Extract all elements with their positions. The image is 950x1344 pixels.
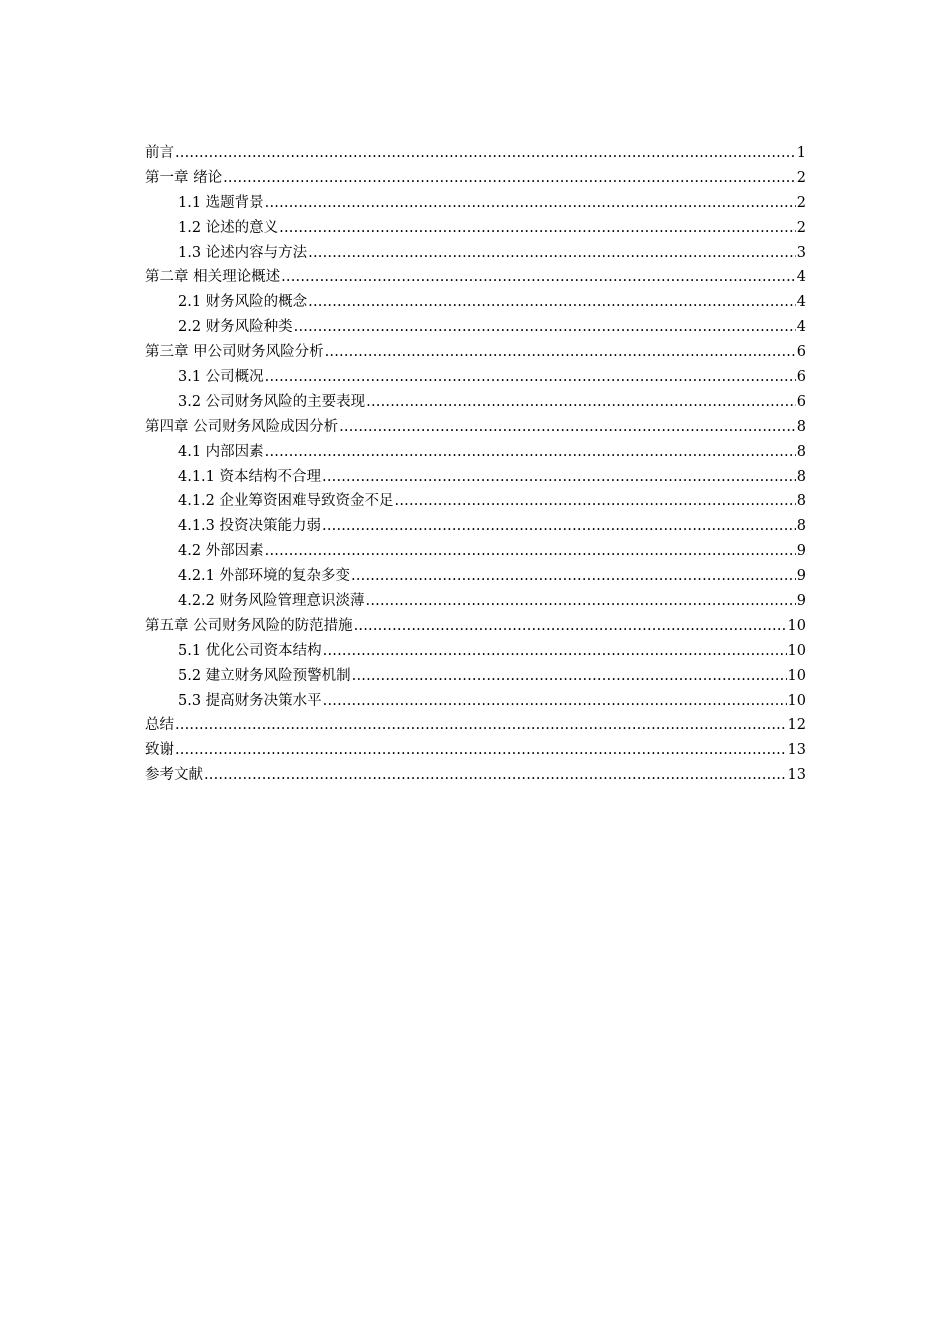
toc-section-entry[interactable] xyxy=(145,639,806,664)
toc-entry-page-number: 10 xyxy=(787,692,806,709)
toc-section-entry[interactable] xyxy=(145,216,806,241)
toc-section-entry[interactable] xyxy=(145,664,806,689)
toc-entry-title: 4.2.2 财务风险管理意识淡薄 xyxy=(178,593,365,610)
toc-section-entry[interactable] xyxy=(145,290,806,315)
toc-chapter-entry[interactable] xyxy=(145,738,806,763)
toc-entry-page-number: 1 xyxy=(796,145,806,161)
dot-leader xyxy=(265,191,796,216)
toc-entry-title: 第三章 甲公司财务风险分析 xyxy=(145,344,324,361)
dot-leader xyxy=(223,166,796,191)
toc-chapter-entry[interactable] xyxy=(145,415,806,440)
toc-section-entry[interactable] xyxy=(145,514,806,539)
toc-entry-title: 4.1 内部因素 xyxy=(178,443,264,460)
toc-chapter-entry[interactable] xyxy=(145,166,806,191)
toc-entry-page-number: 2 xyxy=(796,194,806,211)
dot-leader xyxy=(294,315,796,340)
toc-section-entry[interactable] xyxy=(145,315,806,340)
toc-entry-page-number: 2 xyxy=(796,219,806,236)
toc-entry-title: 参考文献 xyxy=(145,767,203,784)
toc-entry-page-number: 9 xyxy=(796,593,806,610)
toc-entry-title: 5.3 提高财务决策水平 xyxy=(178,692,322,709)
toc-entry-page-number: 10 xyxy=(787,617,806,634)
toc-entry-title: 第二章 相关理论概述 xyxy=(145,269,281,286)
dot-leader xyxy=(366,390,796,415)
toc-chapter-entry[interactable] xyxy=(145,614,806,639)
toc-entry-title: 2.1 财务风险的概念 xyxy=(178,294,308,311)
toc-entry-page-number: 12 xyxy=(787,717,806,734)
toc-entry-page-number: 10 xyxy=(787,642,806,659)
toc-entry-page-number: 10 xyxy=(787,667,806,684)
dot-leader xyxy=(366,589,796,614)
toc-entry-title: 第一章 绪论 xyxy=(145,169,223,186)
toc-entry-page-number: 2 xyxy=(796,169,806,186)
dot-leader xyxy=(175,738,787,763)
toc-entry-title: 总结 xyxy=(145,717,174,734)
toc-section-entry[interactable] xyxy=(145,365,806,390)
toc-entry-page-number: 9 xyxy=(796,568,806,585)
dot-leader xyxy=(281,265,796,290)
dot-leader xyxy=(352,664,787,689)
toc-chapter-entry[interactable] xyxy=(145,763,806,788)
toc-section-entry[interactable] xyxy=(145,489,806,514)
toc-section-entry[interactable] xyxy=(145,689,806,714)
toc-entry-title: 1.3 论述内容与方法 xyxy=(178,244,308,261)
dot-leader xyxy=(351,564,796,589)
dot-leader xyxy=(175,141,796,166)
toc-section-entry[interactable] xyxy=(145,241,806,266)
toc-entry-title: 5.2 建立财务风险预警机制 xyxy=(178,667,351,684)
dot-leader xyxy=(204,763,787,788)
dot-leader xyxy=(322,465,796,490)
toc-entry-page-number: 4 xyxy=(796,319,806,336)
dot-leader xyxy=(325,340,796,365)
toc-entry-title: 4.1.2 企业筹资困难导致资金不足 xyxy=(178,493,394,510)
toc-entry-page-number: 6 xyxy=(796,369,806,386)
dot-leader xyxy=(339,415,796,440)
dot-leader xyxy=(175,713,787,738)
toc-section-entry[interactable] xyxy=(145,465,806,490)
toc-entry-page-number: 4 xyxy=(796,269,806,286)
toc-entry-title: 前言 xyxy=(145,145,174,161)
toc-entry-title: 4.2.1 外部环境的复杂多变 xyxy=(178,568,351,585)
dot-leader xyxy=(322,514,796,539)
toc-entry-title: 4.2 外部因素 xyxy=(178,543,264,560)
toc-entry-page-number: 8 xyxy=(796,418,806,435)
toc-chapter-entry[interactable] xyxy=(145,265,806,290)
dot-leader xyxy=(323,689,787,714)
toc-section-entry[interactable] xyxy=(145,440,806,465)
toc-section-entry[interactable] xyxy=(145,539,806,564)
dot-leader xyxy=(308,290,796,315)
dot-leader xyxy=(279,216,796,241)
toc-entry-title: 4.1.3 投资决策能力弱 xyxy=(178,518,322,535)
toc-entry-title: 第五章 公司财务风险的防范措施 xyxy=(145,617,353,634)
toc-section-entry[interactable] xyxy=(145,564,806,589)
toc-chapter-entry[interactable] xyxy=(145,713,806,738)
toc-entry-page-number: 6 xyxy=(796,344,806,361)
toc-section-entry[interactable] xyxy=(145,191,806,216)
toc-section-entry[interactable] xyxy=(145,589,806,614)
toc-entry-title: 3.1 公司概况 xyxy=(178,369,264,386)
toc-entry-page-number: 8 xyxy=(796,443,806,460)
dot-leader xyxy=(265,539,796,564)
toc-entry-title: 1.1 选题背景 xyxy=(178,194,264,211)
toc-entry-title: 4.1.1 资本结构不合理 xyxy=(178,468,322,485)
toc-entry-page-number: 13 xyxy=(787,767,806,784)
toc-entry-title: 致谢 xyxy=(145,742,174,759)
toc-entry-title: 5.1 优化公司资本结构 xyxy=(178,642,322,659)
table-of-contents xyxy=(145,141,806,788)
toc-entry-page-number: 9 xyxy=(796,543,806,560)
toc-entry-title: 3.2 公司财务风险的主要表现 xyxy=(178,393,366,410)
toc-entry-page-number: 8 xyxy=(796,518,806,535)
toc-chapter-entry[interactable] xyxy=(145,340,806,365)
dot-leader xyxy=(395,489,796,514)
toc-entry-page-number: 4 xyxy=(796,294,806,311)
toc-section-entry[interactable] xyxy=(145,390,806,415)
dot-leader xyxy=(354,614,787,639)
toc-entry-page-number: 8 xyxy=(796,468,806,485)
dot-leader xyxy=(265,365,796,390)
toc-entry-title: 第四章 公司财务风险成因分析 xyxy=(145,418,339,435)
dot-leader xyxy=(308,241,796,266)
toc-entry-title: 2.2 财务风险种类 xyxy=(178,319,293,336)
toc-entry-page-number: 6 xyxy=(796,393,806,410)
toc-chapter-entry[interactable] xyxy=(145,141,806,166)
toc-entry-title: 1.2 论述的意义 xyxy=(178,219,279,236)
dot-leader xyxy=(323,639,787,664)
toc-entry-page-number: 8 xyxy=(796,493,806,510)
dot-leader xyxy=(265,440,796,465)
toc-entry-page-number: 13 xyxy=(787,742,806,759)
toc-entry-page-number: 3 xyxy=(796,244,806,261)
